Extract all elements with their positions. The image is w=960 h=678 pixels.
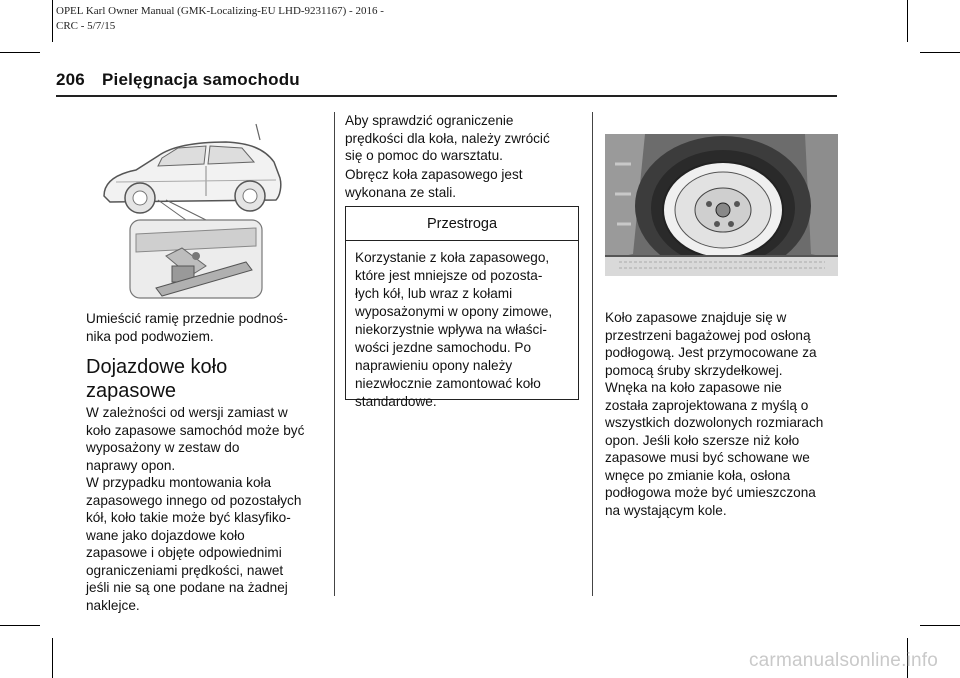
crop-mark [907, 0, 908, 42]
paragraph: Aby sprawdzić ograniczenie prędkości dla koła, należy zwrócić się o pomoc do warsztatu. [345, 113, 550, 163]
crop-mark [52, 0, 53, 42]
page-title: Pielęgnacja samochodu [102, 70, 300, 89]
paragraph: Wnęka na koło zapasowe nie została zaprojektowana z myślą o wszystkich dozwolonych rozmiarach opon. Jeśli koło szersze niż koło zapasowe musi być schowane we wnęce po zmianie koła, osłona podłogowa może być umieszczona na wystającym kole. [605, 380, 824, 518]
column-separator [592, 112, 593, 596]
page-heading [56, 70, 300, 90]
document-meta: OPEL Karl Owner Manual (GMK-Localizing-EU LHD-9231167) - 2016 - CRC - 5/7/15 [56, 5, 384, 32]
crop-mark [0, 52, 40, 53]
caution-title: Przestroga [346, 207, 578, 241]
column-separator [334, 112, 335, 596]
paragraph: W zależności od wersji zamiast w koło zapasowe samochód może być wyposażony w zestaw do naprawy opon. [86, 405, 305, 473]
spare-wheel-photo [605, 134, 838, 276]
watermark: carmanualsonline.info [748, 650, 938, 671]
car-jack-illustration [96, 116, 286, 302]
crop-mark [0, 625, 40, 626]
caution-text: Korzystanie z koła zapasowego, które jest mniejsze od pozosta- łych kół, lub wraz z kołami wyposażonymi w opony zimowe, niekorzystnie wpływa na właści- wości jezdne samochodu. Po naprawieniu opony należy niezwłocznie zamontować koło standardowe. [355, 250, 553, 409]
page-number: 206 [56, 70, 85, 89]
paragraph: Koło zapasowe znajduje się w przestrzeni bagażowej pod osłoną podłogową. Jest przymocowane za pomocą śruby skrzydełkowej. [605, 310, 817, 378]
crop-mark [52, 638, 53, 678]
crop-mark [920, 625, 960, 626]
crop-mark [920, 52, 960, 53]
paragraph: W przypadku montowania koła zapasowego innego od pozostałych kół, koło takie może być klasyfiko- wane jako dojazdowe koło zapasowe i objęte odpowiednimi ograniczeniami prędkości, nawet jeśli nie są one podane na żadnej naklejce. [86, 475, 302, 613]
image-caption: Umieścić ramię przednie podnoś- nika pod podwoziem. [86, 311, 288, 344]
section-title: Dojazdowe koło zapasowe [86, 356, 228, 402]
heading-rule [56, 95, 837, 97]
caution-box [345, 206, 579, 409]
paragraph: Obręcz koła zapasowego jest wykonana ze stali. [345, 167, 523, 200]
